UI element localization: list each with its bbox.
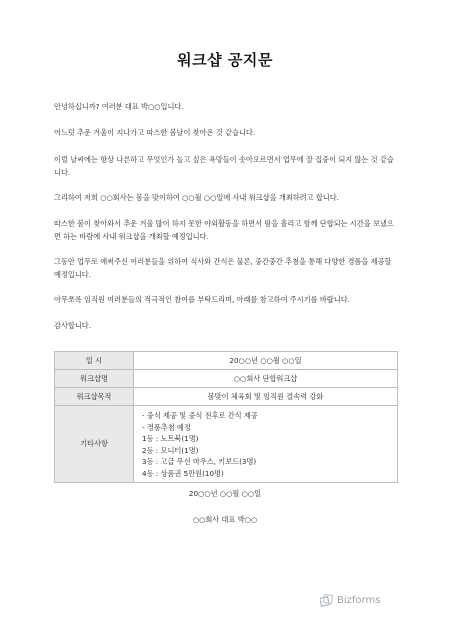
announcement-paragraph: 그리하여 저희 ○○회사는 봄을 맞이하여 ○○월 ○○일에 사내 워크샵을 개최하려고 합니다. [54, 193, 339, 202]
etc-item-raffle: - 경품추첨 예정 [142, 422, 191, 432]
season-paragraph: 어느덧 추운 겨울이 지나가고 따스한 봄날이 찾아온 것 같습니다. [54, 128, 256, 137]
table-row [55, 406, 398, 483]
etc-item-prize-2: 2등 : 모니터(1명) [142, 445, 199, 455]
table-row [55, 370, 398, 388]
thanks-paragraph: 감사합니다. [54, 321, 92, 330]
table-row [55, 352, 398, 370]
benefits-paragraph: 그동안 업무로 애써주신 여러분들을 위하여 식사와 간식은 물론, 중간중간 추첨을 통해 다양한 경품을 제공할 예정입니다. [54, 257, 392, 279]
etc-details [134, 406, 398, 483]
document-title: 워크샵 공지문 [177, 51, 273, 69]
etc-item-prize-1: 1등 : 노트북(1명) [142, 434, 199, 443]
purpose-paragraph: 따스한 봄이 찾아와서 추운 겨울 많이 하지 못한 야외활동을 하면서 땀을 흘리고 함께 단합되는 시간을 보냈으면 하는 바람에 사내 워크샵을 개최할 예정입니다. [54, 219, 394, 241]
etc-item-prize-4: 4등 : 상품권 5만원(10명) [142, 468, 224, 478]
signature: ○○회사 대표 박○○ [192, 515, 258, 524]
request-paragraph: 아무쪼록 임직원 여러분들의 적극적인 참여를 부탁드리며, 아래를 참고하여 주시기를 바랍니다. [54, 295, 350, 304]
table-row [55, 388, 398, 406]
etc-item-meal: - 중식 제공 및 중식 전후로 간식 제공 [142, 411, 258, 420]
etc-label: 기타사항 [55, 406, 134, 483]
workshop-info-table [54, 351, 398, 483]
weather-paragraph: 이럴 날씨에는 항상 나른하고 무엇인가 놀고 싶은 욕망들이 솟아오르면서 업무에 잘 집중이 되지 않는 것 같습니다. [54, 155, 394, 177]
closing-date: 20○○년 ○○월 ○○일 [188, 489, 262, 498]
date-value: 20○○년 ○○월 ○○일 [134, 352, 398, 370]
workshop-purpose-label: 워크샵목적 [55, 388, 134, 406]
date-label: 일 시 [55, 352, 134, 370]
greeting-paragraph: 안녕하십니까? 여러분 대표 박○○입니다. [54, 102, 184, 111]
bizforms-logo-icon [320, 594, 333, 607]
workshop-purpose-value: 봄맞이 체육회 및 임직원 결속력 강화 [134, 388, 398, 406]
brand-name: Bizforms [337, 594, 381, 606]
workshop-name-label: 워크샵명 [55, 370, 134, 388]
workshop-name-value: ○○회사 단합워크샵 [134, 370, 398, 388]
brand-watermark [320, 593, 380, 607]
etc-item-prize-3: 3등 : 고급 무선 마우스, 키보드(3명) [142, 457, 257, 466]
